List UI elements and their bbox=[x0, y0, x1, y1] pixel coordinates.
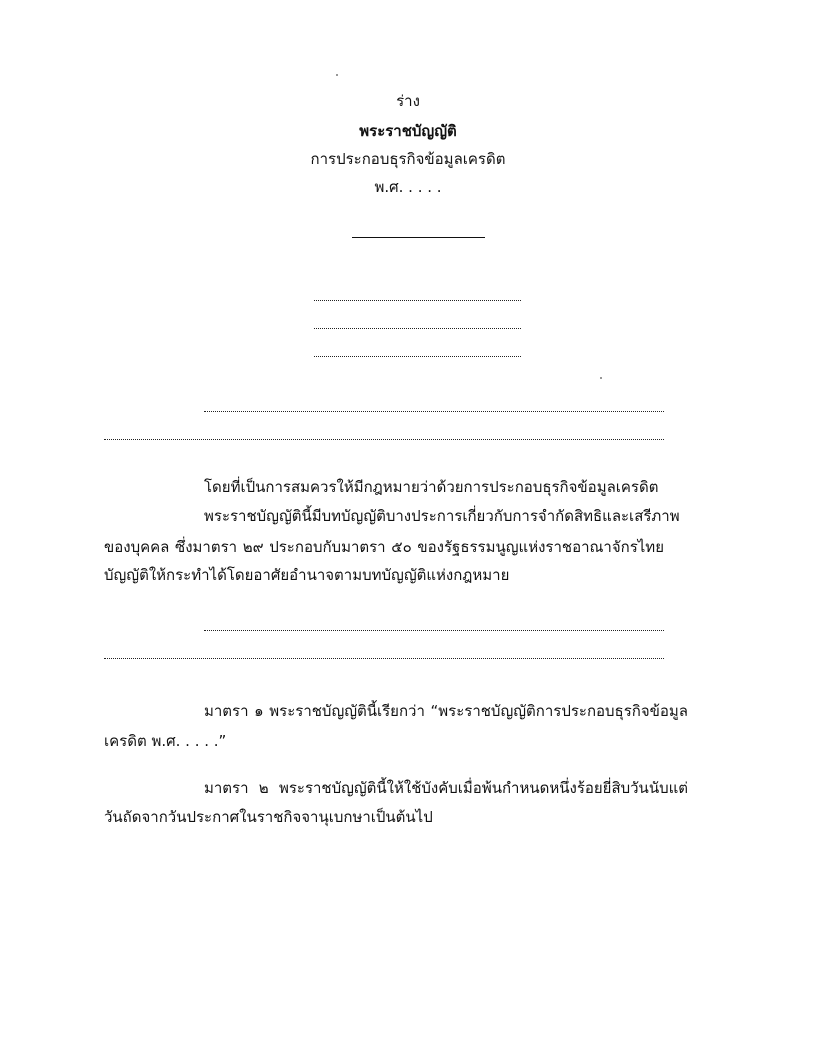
draft-label: ร่าง bbox=[396, 92, 420, 110]
scan-speck bbox=[600, 377, 602, 379]
enactment-dotted-line bbox=[314, 300, 521, 301]
formula-dotted-line bbox=[104, 658, 664, 659]
section-1-line: มาตรา ๑ พระราชบัญญัตินี้เรียกว่า “พระราชบัญญัติการประกอบธุรกิจข้อมูล bbox=[204, 702, 688, 720]
enactment-dotted-line bbox=[314, 356, 521, 357]
section-1-line: เครดิต พ.ศ. . . . .” bbox=[104, 732, 227, 750]
scan-speck bbox=[336, 74, 338, 76]
formula-dotted-line bbox=[204, 630, 664, 631]
formula-dotted-line bbox=[204, 411, 664, 412]
act-label: พระราชบัญญัติ bbox=[359, 122, 457, 140]
enactment-dotted-line bbox=[314, 328, 521, 329]
section-2-line: มาตรา ๒ พระราชบัญญัตินี้ให้ใช้บังคับเมื่อพ้นกำหนดหนึ่งร้อยยี่สิบวันนับแต่ bbox=[204, 779, 688, 797]
preamble-line: ของบุคคล ซึ่งมาตรา ๒๙ ประกอบกับมาตรา ๕๐ ของรัฐธรรมนูญแห่งราชอาณาจักรไทย bbox=[104, 538, 664, 556]
preamble-line: โดยที่เป็นการสมควรให้มีกฎหมายว่าด้วยการประกอบธุรกิจข้อมูลเครดิต bbox=[204, 478, 659, 496]
year-line: พ.ศ. . . . . bbox=[374, 178, 442, 196]
formula-dotted-line bbox=[104, 439, 664, 440]
preamble-line: พระราชบัญญัตินี้มีบทบัญญัติบางประการเกี่ยวกับการจำกัดสิทธิและเสรีภาพ bbox=[204, 507, 680, 525]
section-2-line: วันถัดจากวันประกาศในราชกิจจานุเบกษาเป็นต้นไป bbox=[104, 808, 433, 826]
title-underline bbox=[352, 237, 485, 238]
preamble-line: บัญญัติให้กระทำได้โดยอาศัยอำนาจตามบทบัญญัติแห่งกฎหมาย bbox=[104, 566, 510, 584]
act-name: การประกอบธุรกิจข้อมูลเครดิต bbox=[310, 150, 506, 168]
